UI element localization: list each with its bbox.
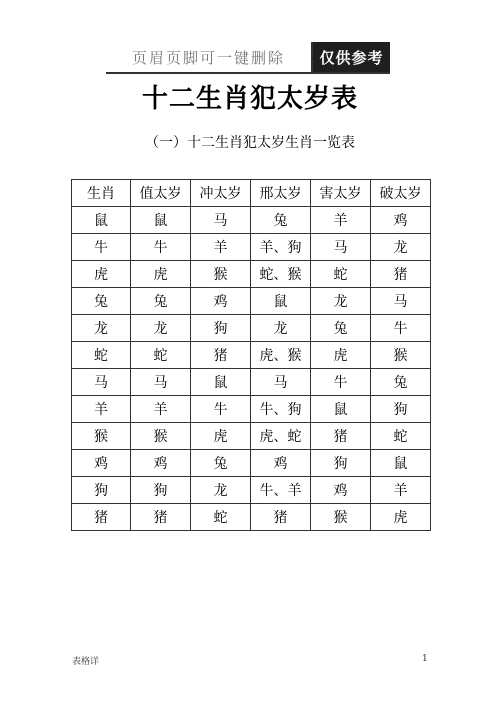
table-cell: 狗 <box>72 477 131 504</box>
table-cell: 蛇 <box>72 342 131 369</box>
table-cell: 鸡 <box>191 288 251 315</box>
table-cell: 鼠 <box>131 207 191 234</box>
table-row <box>72 450 431 477</box>
table-cell: 猪 <box>72 504 131 531</box>
table-cell: 兔 <box>371 369 431 396</box>
table-cell: 蛇、猴 <box>251 261 311 288</box>
table-cell: 牛 <box>311 369 371 396</box>
table-cell: 龙 <box>251 315 311 342</box>
table-header-row <box>72 180 431 207</box>
table-cell: 鸡 <box>311 477 371 504</box>
table-cell: 猴 <box>131 423 191 450</box>
table-cell: 蛇 <box>191 504 251 531</box>
page-header <box>106 42 390 74</box>
table-cell: 牛 <box>371 315 431 342</box>
table-cell: 兔 <box>72 288 131 315</box>
table-cell: 狗 <box>131 477 191 504</box>
table-row <box>72 342 431 369</box>
column-header-zhi-taisui: 值太岁 <box>131 180 191 207</box>
table-cell: 羊 <box>72 396 131 423</box>
table-cell: 鼠 <box>72 207 131 234</box>
page-subtitle: （一）十二生肖犯太岁生肖一览表 <box>145 135 355 151</box>
table-cell: 鸡 <box>371 207 431 234</box>
table-cell: 猪 <box>311 423 371 450</box>
table-cell: 猪 <box>371 261 431 288</box>
table-cell: 兔 <box>311 315 371 342</box>
table-cell: 猪 <box>251 504 311 531</box>
table-cell: 虎 <box>191 423 251 450</box>
table-cell: 蛇 <box>131 342 191 369</box>
table-cell: 羊 <box>191 234 251 261</box>
column-header-po-taisui: 破太岁 <box>371 180 431 207</box>
page-number: 1 <box>422 654 428 664</box>
table-cell: 狗 <box>371 396 431 423</box>
column-header-chong-taisui: 冲太岁 <box>191 180 251 207</box>
table-cell: 羊 <box>371 477 431 504</box>
table-row <box>72 423 431 450</box>
table-row <box>72 315 431 342</box>
table-cell: 猴 <box>371 342 431 369</box>
table-cell: 蛇 <box>371 423 431 450</box>
table-cell: 猴 <box>191 261 251 288</box>
table-cell: 兔 <box>191 450 251 477</box>
table-cell: 龙 <box>311 288 371 315</box>
column-header-xing-taisui: 邢太岁 <box>251 180 311 207</box>
table-cell: 马 <box>72 369 131 396</box>
table-cell: 牛、羊 <box>251 477 311 504</box>
table-cell: 猴 <box>72 423 131 450</box>
table-row <box>72 504 431 531</box>
table-cell: 鸡 <box>131 450 191 477</box>
zodiac-table <box>71 179 431 531</box>
table-cell: 兔 <box>131 288 191 315</box>
table-cell: 羊、狗 <box>251 234 311 261</box>
table-cell: 蛇 <box>311 261 371 288</box>
table-cell: 鼠 <box>311 396 371 423</box>
table-cell: 龙 <box>72 315 131 342</box>
table-cell: 兔 <box>251 207 311 234</box>
table-cell: 猴 <box>311 504 371 531</box>
table-row <box>72 207 431 234</box>
table-row <box>72 396 431 423</box>
table-cell: 牛 <box>191 396 251 423</box>
table-cell: 龙 <box>191 477 251 504</box>
table-row <box>72 261 431 288</box>
table-cell: 牛、狗 <box>251 396 311 423</box>
table-cell: 鸡 <box>72 450 131 477</box>
table-row <box>72 234 431 261</box>
table-row <box>72 288 431 315</box>
table-cell: 猪 <box>191 342 251 369</box>
page-title: 十二生肖犯太岁表 <box>141 84 358 114</box>
table-cell: 虎、蛇 <box>251 423 311 450</box>
table-cell: 羊 <box>131 396 191 423</box>
column-header-zodiac: 生肖 <box>72 180 131 207</box>
table-cell: 鼠 <box>251 288 311 315</box>
table-cell: 虎 <box>311 342 371 369</box>
reference-only-badge: 仅供参考 <box>313 42 390 72</box>
table-cell: 马 <box>311 234 371 261</box>
table-cell: 鼠 <box>371 450 431 477</box>
table-cell: 虎 <box>131 261 191 288</box>
table-row <box>72 477 431 504</box>
table-cell: 牛 <box>131 234 191 261</box>
header-text: 页眉页脚可一键删除 <box>106 42 313 72</box>
table-cell: 狗 <box>191 315 251 342</box>
column-header-hai-taisui: 害太岁 <box>311 180 371 207</box>
table-cell: 马 <box>191 207 251 234</box>
table-cell: 虎、猴 <box>251 342 311 369</box>
table-cell: 牛 <box>72 234 131 261</box>
table-row <box>72 369 431 396</box>
table-cell: 狗 <box>311 450 371 477</box>
table-cell: 龙 <box>131 315 191 342</box>
footer-text: 表格详 <box>72 657 100 667</box>
table-cell: 马 <box>131 369 191 396</box>
table-cell: 马 <box>371 288 431 315</box>
table-cell: 猪 <box>131 504 191 531</box>
table-cell: 龙 <box>371 234 431 261</box>
table-cell: 马 <box>251 369 311 396</box>
table-cell: 鸡 <box>251 450 311 477</box>
table-cell: 羊 <box>311 207 371 234</box>
table-cell: 虎 <box>72 261 131 288</box>
table-cell: 虎 <box>371 504 431 531</box>
table-cell: 鼠 <box>191 369 251 396</box>
